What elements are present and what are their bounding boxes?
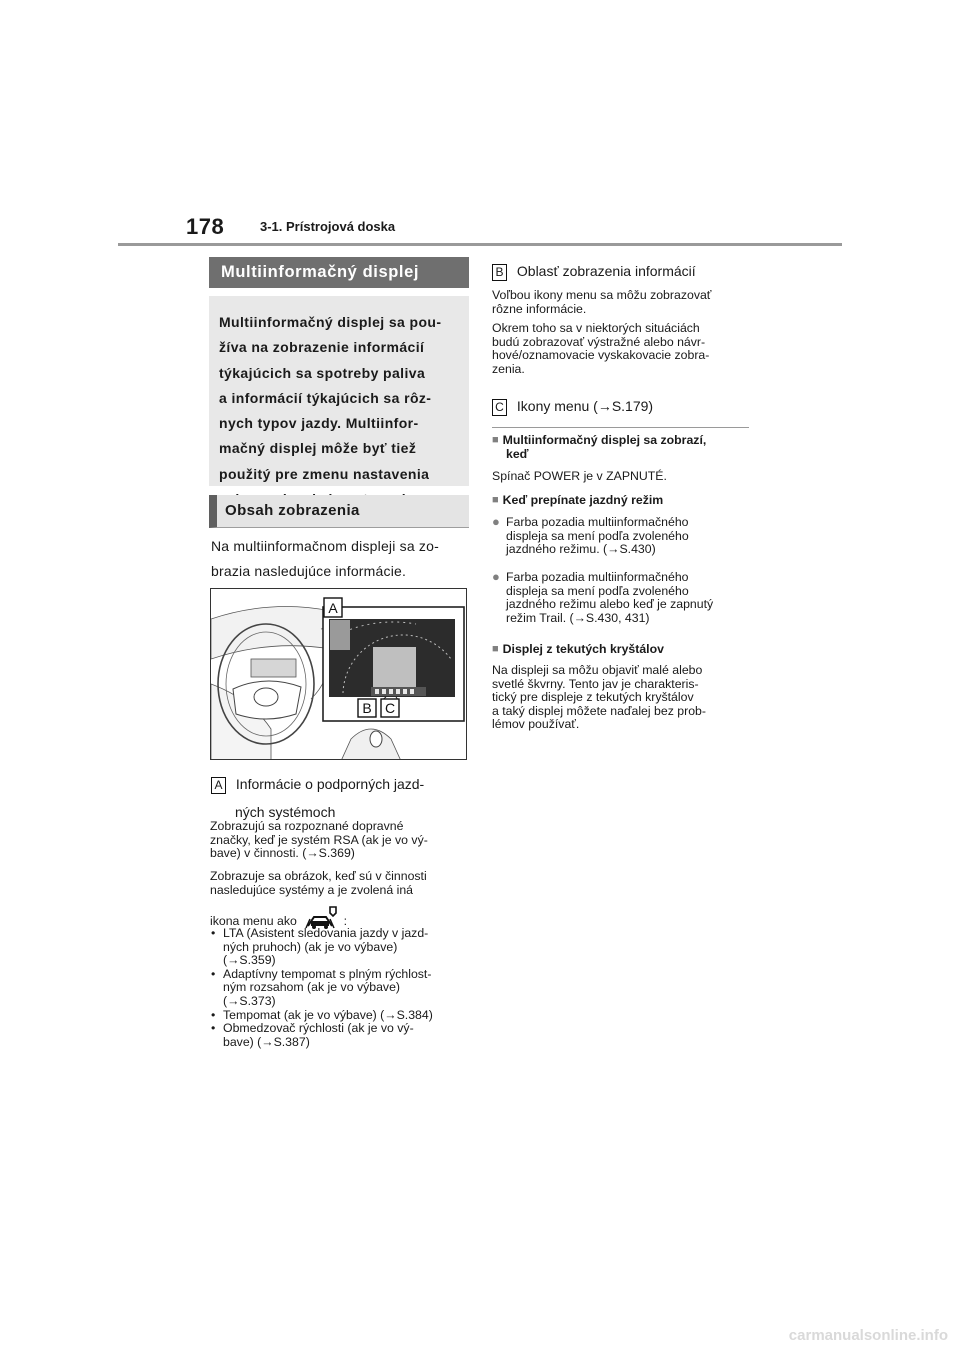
note-1-title bbox=[492, 434, 754, 461]
text-line: budú zobrazovať výstražné alebo návr- bbox=[492, 334, 706, 349]
text-line: • Adaptívny tempomat s plným rýchlost- bbox=[223, 966, 432, 981]
item-a-title: Informácie o podporných jazd- bbox=[235, 776, 425, 792]
square-bullet-icon: ■ bbox=[492, 434, 499, 446]
note-3-text bbox=[492, 664, 754, 732]
text-line: tický pre displeje z tekutých kryštálov bbox=[492, 690, 694, 705]
item-b-description-1 bbox=[492, 289, 752, 316]
text-line: rôzne informácie. bbox=[492, 301, 587, 316]
text-line: nasledujúce systémy a je zvolená iná bbox=[210, 882, 414, 897]
text-line: jazdného režimu alebo keď je zapnutý bbox=[506, 597, 714, 612]
header-rule bbox=[118, 243, 842, 246]
text-line: • LTA (Asistent sledovania jazdy v jazd- bbox=[223, 926, 429, 940]
text-line: Zobrazuje sa obrázok, keď sú v činnosti bbox=[210, 869, 427, 883]
figure-label-a: A bbox=[328, 600, 338, 616]
note-2-title bbox=[492, 494, 754, 508]
circle-bullet-icon: ● bbox=[492, 514, 500, 529]
item-c-heading bbox=[492, 394, 752, 418]
text-line: Zobrazujú sa rozpoznané dopravné bbox=[210, 819, 404, 833]
text-line: ných pruhoch) (ak je vo výbave) bbox=[223, 939, 398, 954]
item-a-description-2 bbox=[210, 870, 470, 929]
item-a-title-cont: ných systémoch bbox=[235, 804, 336, 820]
text-line: jazdného režimu. (→S.430) bbox=[506, 542, 656, 557]
dashboard-drawing bbox=[211, 589, 467, 760]
section-title: 3-1. Prístrojová doska bbox=[260, 219, 396, 234]
intro-line: mačný displej môže byť tiež bbox=[219, 440, 417, 457]
watermark: carmanualsonline.info bbox=[788, 1327, 948, 1344]
text-line: Farba pozadia multiinformačného bbox=[506, 515, 689, 529]
text-line: hové/oznamovacie vyskakovacie zobra- bbox=[492, 348, 710, 363]
text-line: bave) v činnosti. (→S.369) bbox=[210, 846, 355, 861]
circle-bullet-icon: ● bbox=[492, 569, 500, 584]
text-line: Na displeji sa môžu objaviť malé alebo bbox=[492, 663, 703, 677]
item-a-heading bbox=[211, 772, 469, 824]
item-c-letter: C bbox=[492, 399, 507, 416]
item-a-letter: A bbox=[211, 777, 226, 794]
dashboard-illustration bbox=[210, 588, 467, 760]
item-b-letter: B bbox=[492, 264, 507, 281]
square-bullet-icon: ■ bbox=[492, 643, 499, 655]
text-line: Farba pozadia multiinformačného bbox=[506, 570, 689, 584]
item-c-title: Ikony menu (→S.179) bbox=[516, 398, 654, 414]
list-item bbox=[210, 927, 472, 968]
intro-line: týkajúcich sa spotreby paliva bbox=[219, 364, 426, 381]
subheading: Obsah zobrazenia bbox=[209, 495, 469, 528]
list-item bbox=[210, 1009, 472, 1023]
text-line: režim Trail. (→S.430, 431) bbox=[506, 610, 650, 625]
list-item bbox=[210, 968, 472, 1009]
text-line: a taký displej môžete naďalej bez prob- bbox=[492, 703, 706, 718]
text-line: lémov používať. bbox=[492, 717, 580, 732]
text-line: Keď prepínate jazdný režim bbox=[502, 493, 664, 507]
item-b-title: Oblasť zobrazenia informácií bbox=[516, 263, 696, 279]
intro-line: a informácií týkajúcich sa rôz- bbox=[219, 389, 432, 406]
item-a-description-1 bbox=[210, 820, 470, 861]
figure-label-b: B bbox=[362, 700, 372, 716]
text-line: bave) (→S.387) bbox=[223, 1034, 310, 1049]
list-item bbox=[210, 1022, 472, 1049]
text-line: zenia. bbox=[492, 361, 525, 376]
intro-box bbox=[209, 296, 469, 486]
text-line: Displej z tekutých kryštálov bbox=[502, 642, 664, 656]
content-intro bbox=[211, 534, 469, 584]
text-line: keď bbox=[506, 446, 529, 461]
intro-line: žíva na zobrazenie informácií bbox=[219, 339, 425, 356]
section-banner: Multiinformačný displej bbox=[209, 257, 469, 288]
text-fragment: ikona menu ako bbox=[210, 914, 297, 929]
square-bullet-icon: ■ bbox=[492, 494, 499, 506]
intro-line: Multiinformačný displej sa pou- bbox=[219, 314, 442, 330]
text-line: Voľbou ikony menu sa môžu zobrazovať bbox=[492, 288, 712, 302]
note-2-item bbox=[492, 571, 754, 625]
para-line: Na multiinformačnom displeji sa zo- bbox=[211, 538, 439, 554]
text-line: • Obmedzovač rýchlosti (ak je vo vý- bbox=[223, 1021, 414, 1036]
text-fragment: : bbox=[343, 914, 348, 929]
note-3-title bbox=[492, 643, 754, 657]
text-line: (→S.373) bbox=[223, 993, 276, 1008]
figure-label-c: C bbox=[384, 700, 396, 716]
text-line: • Tempomat (ak je vo výbave) (→S.384) bbox=[223, 1007, 433, 1022]
text-line: displeja sa mení podľa zvoleného bbox=[506, 583, 689, 598]
text-line: svetlé škvrny. Tento jav je charakteris- bbox=[492, 676, 699, 691]
item-a-list bbox=[210, 927, 472, 1049]
page-number: 178 bbox=[186, 214, 225, 239]
text-line: značky, keď je systém RSA (ak je vo vý- bbox=[210, 832, 428, 847]
para-line: brazia nasledujúce informácie. bbox=[211, 563, 407, 579]
text-line: ným rozsahom (ak je vo výbave) bbox=[223, 980, 401, 995]
intro-line: nych typov jazdy. Multiinfor- bbox=[219, 415, 419, 432]
text-line: (→S.359) bbox=[223, 953, 276, 968]
item-b-heading bbox=[492, 259, 752, 283]
note-1-text: Spínač POWER je v ZAPNUTÉ. bbox=[492, 469, 667, 483]
note-2-item bbox=[492, 516, 754, 557]
text-line: Multiinformačný displej sa zobrazí, bbox=[502, 433, 707, 447]
notes-divider bbox=[492, 427, 749, 428]
intro-line: použitý pre zmenu nastavenia bbox=[219, 465, 430, 482]
text-line: displeja sa mení podľa zvoleného bbox=[506, 528, 689, 543]
text-line: Okrem toho sa v niektorých situáciách bbox=[492, 321, 700, 335]
item-b-description-2 bbox=[492, 322, 752, 376]
